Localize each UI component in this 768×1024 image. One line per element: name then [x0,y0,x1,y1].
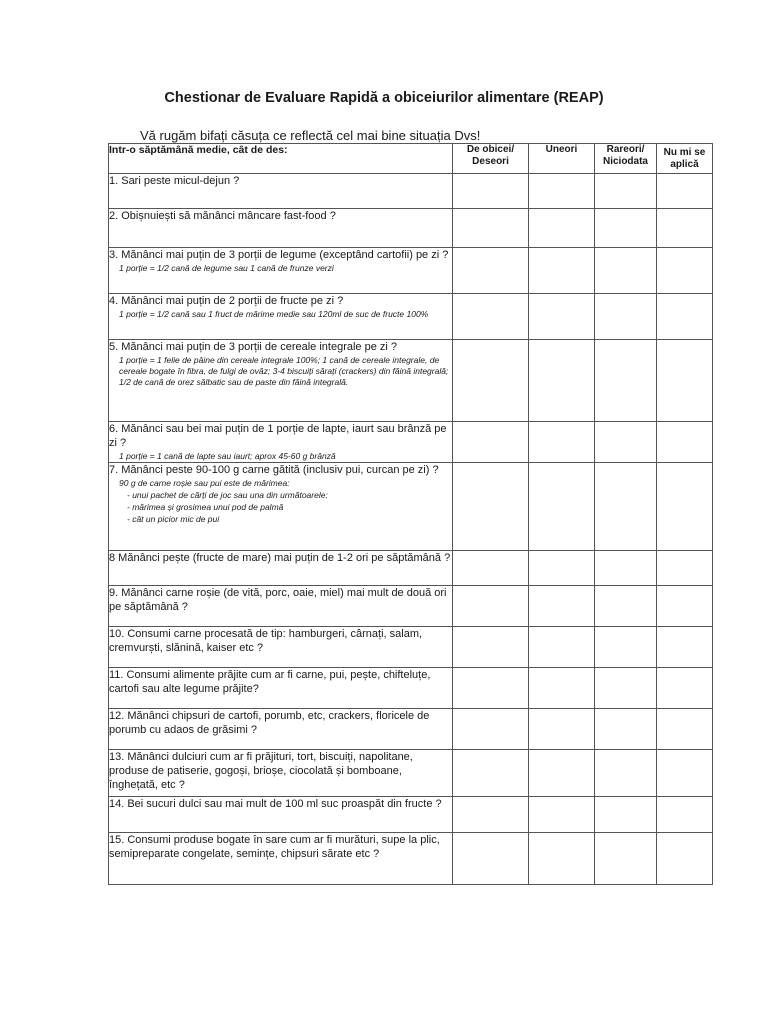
answer-box-rarely[interactable] [595,709,657,750]
answer-box-not-applicable[interactable] [657,586,713,627]
answer-box-not-applicable[interactable] [657,248,713,294]
question-cell [109,248,453,294]
answer-box-rarely[interactable] [595,586,657,627]
table-row [109,551,713,586]
answer-box-not-applicable[interactable] [657,627,713,668]
answer-box-often[interactable] [453,340,529,422]
answer-box-rarely[interactable] [595,209,657,248]
question-text: 7. Mănânci peste 90-100 g carne gătită (inclusiv pui, curcan pe zi) ? [109,464,439,476]
answer-box-sometimes[interactable] [529,463,595,551]
table-row [109,174,713,209]
table-row [109,422,713,463]
answer-box-not-applicable[interactable] [657,668,713,709]
answer-box-rarely[interactable] [595,750,657,797]
answer-box-often[interactable] [453,294,529,340]
questionnaire-table [108,143,713,885]
answer-box-rarely[interactable] [595,463,657,551]
question-note: - unui pachet de cărți de joc sau una din următoarele: [127,490,328,500]
answer-box-not-applicable[interactable] [657,340,713,422]
question-text: 10. Consumi carne procesată de tip: hamburgeri, cârnați, salam, cremvurști, slănină, kaiser etc ? [109,628,423,654]
table-row [109,248,713,294]
answer-box-often[interactable] [453,551,529,586]
table-row [109,463,713,551]
answer-box-rarely[interactable] [595,627,657,668]
table-row [109,586,713,627]
answer-box-not-applicable[interactable] [657,709,713,750]
answer-box-rarely[interactable] [595,833,657,885]
question-note: 1 porție = 1/2 cană de legume sau 1 cană de frunze verzi [119,263,334,273]
answer-box-often[interactable] [453,750,529,797]
question-cell [109,174,453,209]
option-header-sometimes: Uneori [529,144,595,174]
option-header-not-applicable: Nu mi se aplică [657,144,713,174]
question-cell [109,709,453,750]
answer-box-not-applicable[interactable] [657,750,713,797]
question-cell [109,209,453,248]
question-text: 15. Consumi produse bogate în sare cum ar fi murături, supe la plic, semipreparate congelate, semințe, chipsuri sărate etc ? [109,834,440,860]
page-title: Chestionar de Evaluare Rapidă a obiceiurilor alimentare (REAP) [164,90,604,106]
answer-box-sometimes[interactable] [529,422,595,463]
question-cell [109,340,453,422]
answer-box-sometimes[interactable] [529,248,595,294]
answer-box-often[interactable] [453,833,529,885]
question-column-header: Intr-o săptămână medie, cât de des: [109,144,453,174]
question-text: 8 Mănânci pește (fructe de mare) mai puțin de 1-2 ori pe săptămână ? [109,552,451,564]
answer-box-often[interactable] [453,586,529,627]
answer-box-rarely[interactable] [595,174,657,209]
question-cell [109,833,453,885]
table-row [109,709,713,750]
answer-box-sometimes[interactable] [529,586,595,627]
question-text: 11. Consumi alimente prăjite cum ar fi carne, pui, pește, chifteluțe, cartofi sau alte legume prăjite? [109,669,431,695]
answer-box-rarely[interactable] [595,422,657,463]
question-cell [109,750,453,797]
answer-box-sometimes[interactable] [529,340,595,422]
answer-box-often[interactable] [453,668,529,709]
answer-box-sometimes[interactable] [529,668,595,709]
question-cell [109,586,453,627]
answer-box-not-applicable[interactable] [657,294,713,340]
answer-box-sometimes[interactable] [529,797,595,833]
answer-box-sometimes[interactable] [529,209,595,248]
question-cell [109,797,453,833]
answer-box-often[interactable] [453,709,529,750]
answer-box-rarely[interactable] [595,797,657,833]
answer-box-not-applicable[interactable] [657,833,713,885]
answer-box-often[interactable] [453,797,529,833]
question-note: - cât un picior mic de pui [127,514,220,524]
question-cell [109,463,453,551]
question-text: 12. Mănânci chipsuri de cartofi, porumb, etc, crackers, floricele de porumb cu adaos de grăsimi ? [109,710,430,736]
answer-box-not-applicable[interactable] [657,463,713,551]
question-cell [109,294,453,340]
question-cell [109,551,453,586]
answer-box-sometimes[interactable] [529,627,595,668]
option-header-rarely: Rareori/ Niciodata [595,144,657,174]
answer-box-not-applicable[interactable] [657,209,713,248]
question-text: 6. Mănânci sau bei mai puțin de 1 porție de lapte, iaurt sau brânză pe zi ? [109,423,447,449]
answer-box-sometimes[interactable] [529,551,595,586]
question-text: 2. Obișnuiești să mănânci mâncare fast-food ? [109,210,336,222]
answer-box-often[interactable] [453,463,529,551]
table-row [109,209,713,248]
question-text: 5. Mănânci mai puțin de 3 porții de cereale integrale pe zi ? [109,341,398,353]
question-text: 4. Mănânci mai puțin de 2 porții de fructe pe zi ? [109,295,344,307]
answer-box-sometimes[interactable] [529,750,595,797]
question-cell [109,668,453,709]
answer-box-sometimes[interactable] [529,174,595,209]
answer-box-sometimes[interactable] [529,833,595,885]
answer-box-rarely[interactable] [595,248,657,294]
table-row [109,340,713,422]
answer-box-rarely[interactable] [595,668,657,709]
table-row [109,750,713,797]
question-note: - mărimea și grosimea unui pod de palmă [127,502,284,512]
question-cell [109,627,453,668]
answer-box-often[interactable] [453,248,529,294]
question-note: 1 porție = 1 felie de pâine din cereale integrale 100%; 1 cană de cereale integrale, de cereale bogate în fibra, de fulgi de ovăz; 3-4 biscuiți sărați (crackers) din făină integrală; 1/2 de cană de orez sălbatic sau de paste din făină integrală. [119,355,449,387]
answer-box-not-applicable[interactable] [657,174,713,209]
table-row [109,833,713,885]
answer-box-not-applicable[interactable] [657,797,713,833]
answer-box-often[interactable] [453,174,529,209]
question-note: 1 porție = 1 cană de lapte sau iaurt; aprox 45-60 g brânză [119,451,336,461]
question-text: 13. Mănânci dulciuri cum ar fi prăjituri, tort, biscuiți, napolitane, produse de patiserie, gogoși, brioșe, ciocolată și bomboane, înghețată, etc ? [109,751,413,791]
answer-box-rarely[interactable] [595,551,657,586]
option-header-often: De obicei/ Deseori [453,144,529,174]
table-header-row [109,144,713,174]
table-row [109,627,713,668]
question-text: 1. Sari peste micul-dejun ? [109,175,240,187]
answer-box-not-applicable[interactable] [657,422,713,463]
answer-box-sometimes[interactable] [529,709,595,750]
question-cell [109,422,453,463]
answer-box-not-applicable[interactable] [657,551,713,586]
answer-box-often[interactable] [453,422,529,463]
table-row [109,797,713,833]
question-note: 90 g de carne roșie sau pui este de mărimea: [119,478,290,488]
instruction-text: Vă rugăm bifați căsuța ce reflectă cel mai bine situația Dvs! [140,128,481,143]
question-note: 1 porție = 1/2 cană sau 1 fruct de mărime medie sau 120ml de suc de fructe 100% [119,309,429,319]
table-row [109,668,713,709]
question-text: 3. Mănânci mai puțin de 3 porții de legume (exceptând cartofii) pe zi ? [109,249,449,261]
answer-box-often[interactable] [453,627,529,668]
table-row [109,294,713,340]
answer-box-sometimes[interactable] [529,294,595,340]
answer-box-rarely[interactable] [595,294,657,340]
question-text: 14. Bei sucuri dulci sau mai mult de 100 ml suc proaspăt din fructe ? [109,798,442,810]
question-text: 9. Mănânci carne roșie (de vită, porc, oaie, miel) mai mult de două ori pe săptămână ? [109,587,447,613]
answer-box-rarely[interactable] [595,340,657,422]
answer-box-often[interactable] [453,209,529,248]
